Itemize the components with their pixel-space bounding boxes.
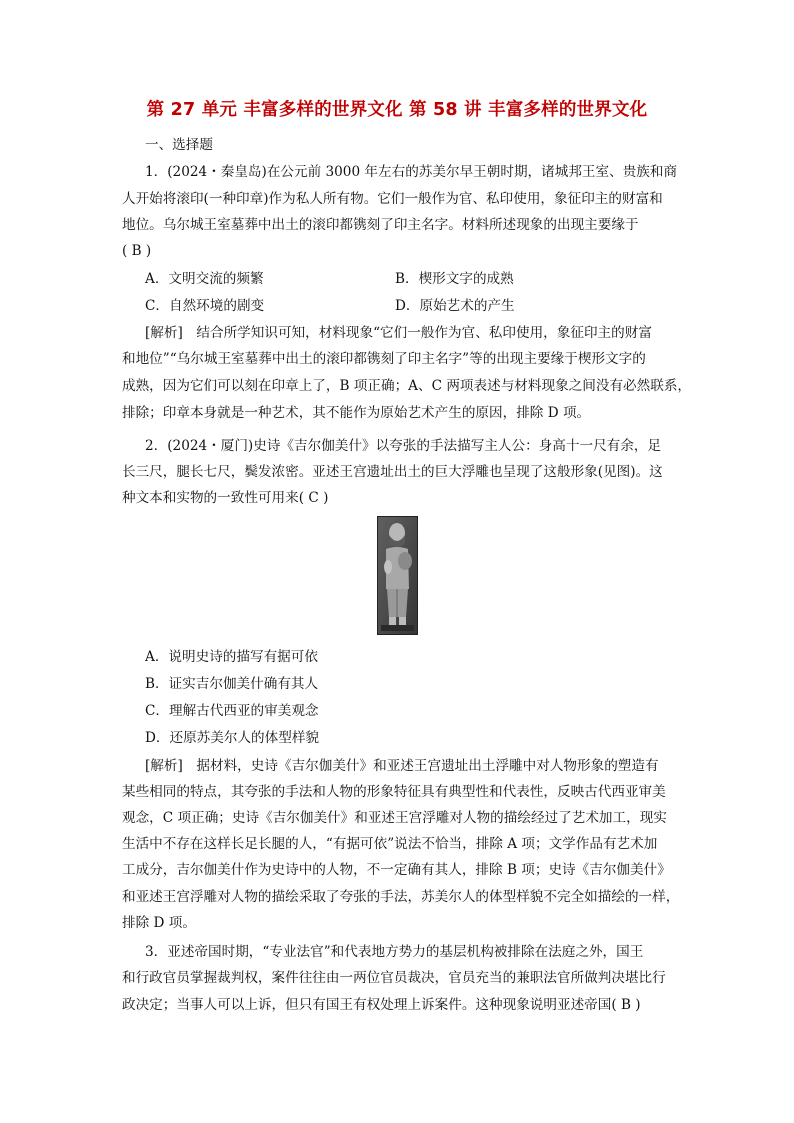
q2-option-a: A．说明史诗的描写有据可依 (145, 649, 318, 665)
q1-line-1: 1．(2024・秦皇岛)在公元前 3000 年左右的苏美尔早王朝时期，诸城邦王室、贵族和商 (145, 164, 678, 180)
q1-option-c: C．自然环境的剧变 (145, 298, 265, 314)
q1-line-4: ( B ) (122, 243, 152, 259)
q2-analysis-7: 排除 D 项。 (122, 915, 196, 931)
q2-analysis-1: [解析] 据材料，史诗《吉尔伽美什》和亚述王宫遗址出土浮雕中对人物形象的塑造有 (145, 758, 659, 774)
q1-analysis-3: 成熟，因为它们可以刻在印章上了，B 项正确；A、C 两项表述与材料现象之间没有必然联系， (122, 378, 692, 394)
page-title: 第 27 单元 丰富多样的世界文化 第 58 讲 丰富多样的世界文化 (146, 100, 648, 120)
q3-line-2: 和行政官员掌握裁判权，案件往往由一两位官员裁决，官员充当的兼职法官所做判决堪比行 (122, 970, 666, 986)
q1-option-d: D．原始艺术的产生 (395, 298, 515, 314)
q1-analysis-4: 排除；印章本身就是一种艺术，其不能作为原始艺术产生的原因，排除 D 项。 (122, 405, 591, 421)
q2-line-2: 长三尺，腿长七尺，鬓发浓密。亚述王宫遗址出土的巨大浮雕也呈现了这般形象(见图)。这 (122, 464, 663, 480)
q2-analysis-4: 生活中不存在这样长足长腿的人，“有据可依”说法不恰当，排除 A 项；文学作品有艺术加 (122, 836, 658, 852)
q2-analysis-5: 工成分，吉尔伽美什作为史诗中的人物，不一定确有其人，排除 B 项；史诗《吉尔伽美什》 (122, 862, 671, 878)
q2-option-d: D．还原苏美尔人的体型样貌 (145, 730, 320, 746)
relief-figure-image (377, 516, 418, 635)
q2-analysis-6: 和亚述王宫浮雕对人物的描绘采取了夸张的手法，苏美尔人的体型样貌不完全如描绘的一样， (122, 889, 680, 905)
q1-option-b: B．楔形文字的成熟 (395, 271, 514, 287)
q2-line-3: 种文本和实物的一致性可用来( C ) (122, 490, 329, 506)
section-heading: 一、选择题 (145, 137, 213, 153)
q1-analysis-1: [解析] 结合所学知识可知，材料现象“它们一般作为官、私印使用，象征印主的财富 (145, 325, 652, 341)
q3-line-3: 政决定；当事人可以上诉，但只有国王有权处理上诉案件。这种现象说明亚述帝国( B ) (122, 997, 641, 1013)
q1-analysis-2: 和地位”“乌尔城王室墓葬中出土的滚印都镌刻了印主名字”等的出现主要缘于楔形文字的 (122, 351, 646, 367)
q3-line-1: 3．亚述帝国时期，“专业法官”和代表地方势力的基层机构被排除在法庭之外，国王 (145, 944, 644, 960)
q2-option-c: C．理解古代西亚的审美观念 (145, 703, 319, 719)
q1-line-3: 地位。乌尔城王室墓葬中出土的滚印都镌刻了印主名字。材料所述现象的出现主要缘于 (122, 217, 639, 233)
q2-option-b: B．证实吉尔伽美什确有其人 (145, 676, 319, 692)
q2-line-1: 2．(2024・厦门)史诗《吉尔伽美什》以夸张的手法描写主人公：身高十一尺有余，足 (145, 438, 662, 454)
q2-analysis-3: 观念，C 项正确；史诗《吉尔伽美什》和亚述王宫浮雕对人物的描绘经过了艺术加工，现实 (122, 810, 667, 826)
q1-option-a: A．文明交流的频繁 (145, 271, 264, 287)
q2-analysis-2: 某些相同的特点，其夸张的手法和人物的形象特征具有典型性和代表性，反映古代西亚审美 (122, 784, 666, 800)
relief-figure-drawing (378, 517, 417, 634)
q1-line-2: 人开始将滚印(一种印章)作为私人所有物。它们一般作为官、私印使用，象征印主的财富和 (122, 191, 663, 207)
